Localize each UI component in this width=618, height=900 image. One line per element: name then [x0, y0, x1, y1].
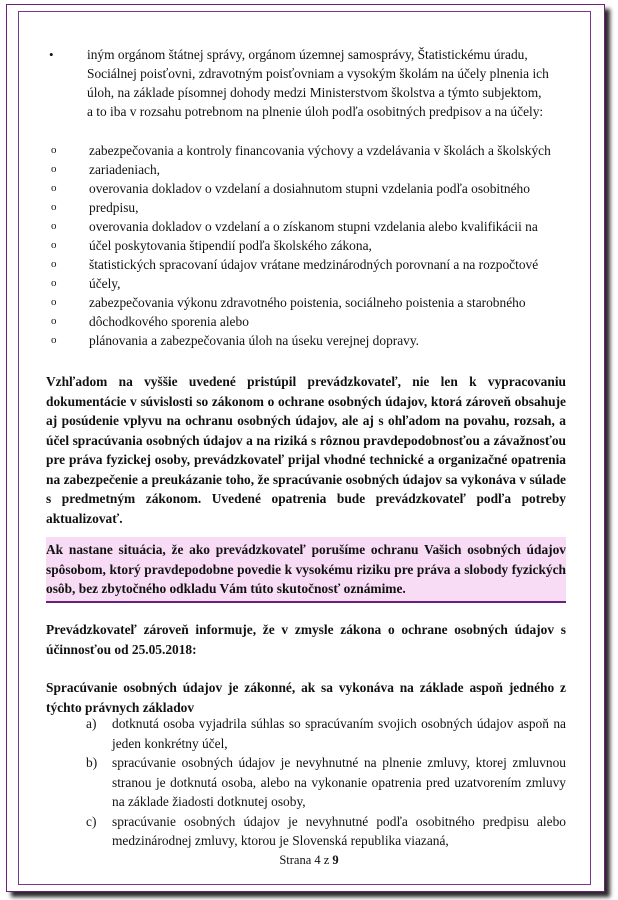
bullet-line: iným orgánom štátnej správy, orgánom územnej samosprávy, Štatistickému úradu,	[87, 47, 528, 62]
legal-basis-item: c) spracúvanie osobných údajov je nevyhnutné podľa osobitného predpisu alebo medzinárodnej zmluvy, ktorou je Slovenská republika viazaná,	[86, 813, 566, 848]
bullet-line: a to iba v rozsahu potrebnom na plnenie úloh podľa osobitných predpisov a na účely:	[87, 104, 544, 119]
circle-marker: o	[51, 315, 57, 327]
legal-basis-item: b) spracúvanie osobných údajov je nevyhnutné na plnenie zmluvy, ktorej zmluvnou stranou je dotknutá osoba, alebo na vykonanie opatrenia pred uzatvorením zmluvy na základe žiadosti dotknutej osoby,	[86, 755, 566, 809]
sub-item: o overovania dokladov o vzdelaní a o získanom stupni vzdelania alebo kvalifikácii na	[51, 219, 538, 234]
sub-item: o zabezpečovania a kontroly financovania výchovy a vzdelávania v školách a školských	[51, 143, 551, 158]
sub-item: o účel poskytovania štipendií podľa školského zákona,	[51, 238, 372, 253]
circle-marker: o	[51, 163, 57, 175]
sub-item: o dôchodkového sporenia alebo	[51, 314, 249, 329]
page-number-prefix: Strana 4 z	[279, 853, 333, 867]
breach-notice-highlight: Ak nastane situácia, že ako prevádzkovateľ porušíme ochranu Vašich osobných údajov spôsobom, ktorý pravdepodobne povedie k vysokému riziku pre práva a slobody fyzických osôb, bez zbytočného odkladu Vám túto skutočnosť oznámime.	[46, 537, 566, 603]
circle-marker: o	[51, 296, 57, 308]
sub-item: o zabezpečovania výkonu zdravotného poistenia, sociálneho poistenia a starobného	[51, 295, 526, 310]
list-marker: c)	[86, 813, 97, 829]
circle-marker: o	[51, 239, 57, 251]
legal-bases-list	[86, 714, 566, 851]
bullet-line: Sociálnej poisťovni, zdravotným poisťovniam a vysokým školám na účely plnenia ich	[87, 66, 549, 81]
circle-marker: o	[51, 144, 57, 156]
sub-item: o štatistických spracovaní údajov vrátane medzinárodných porovnaní a na rozpočtové	[51, 257, 539, 272]
page-number	[0, 853, 618, 868]
bullet-marker: •	[49, 47, 54, 62]
sub-item: o predpisu,	[51, 200, 139, 215]
circle-marker: o	[51, 201, 57, 213]
circle-marker: o	[51, 220, 57, 232]
sub-list	[51, 141, 551, 350]
legal-basis-item: a) dotknutá osoba vyjadrila súhlas so spracúvaním svojich osobných údajov aspoň na jeden konkrétny účel,	[86, 716, 566, 751]
legal-basis-heading: Spracúvanie osobných údajov je zákonné, ak sa vykonáva na základe aspoň jedného z týchto právnych základov	[46, 680, 566, 715]
sub-item: o účely,	[51, 276, 121, 291]
sub-item: o zariadeniach,	[51, 162, 160, 177]
bullet-item	[51, 45, 591, 121]
page-total: 9	[332, 853, 339, 867]
circle-marker: o	[51, 258, 57, 270]
gdpr-info-paragraph: Prevádzkovateľ zároveň informuje, že v zmysle zákona o ochrane osobných údajov s účinnosťou od 25.05.2018:	[46, 622, 566, 657]
sub-item: o plánovania a zabezpečovania úloh na úseku verejnej dopravy.	[51, 333, 420, 348]
list-marker: b)	[86, 755, 98, 770]
sub-item: o overovania dokladov o vzdelaní a dosiahnutom stupni vzdelania podľa osobitného	[51, 181, 530, 196]
measures-paragraph: Vzhľadom na vyššie uvedené pristúpil prevádzkovateľ, nie len k vypracovaniu dokumentácie v súvislosti so zákonom o ochrane osobných údajov, ktorá zároveň obsahuje aj posúdenie vplyvu na ochranu osobných údajov, ale aj s ohľadom na povahu, rozsah, a účel spracúvania osobných údajov a na riziká s rôznou pravdepodobnosťou a závažnosťou pre práva fyzickej osoby, prevádzkovateľ prijal vhodné technické a organizačné opatrenia na zabezpečenie a preukázanie toho, že spracúvanie osobných údajov sa vykonáva v súlade s predmetným zákonom. Uvedené opatrenia bude prevádzkovateľ podľa potreby aktualizovať.	[46, 374, 566, 526]
circle-marker: o	[51, 182, 57, 194]
list-marker: a)	[86, 716, 97, 731]
circle-marker: o	[51, 277, 57, 289]
bullet-line: úloh, na základe písomnej dohody medzi Ministerstvom školstva a týmto subjektom,	[87, 85, 542, 100]
circle-marker: o	[51, 334, 57, 346]
